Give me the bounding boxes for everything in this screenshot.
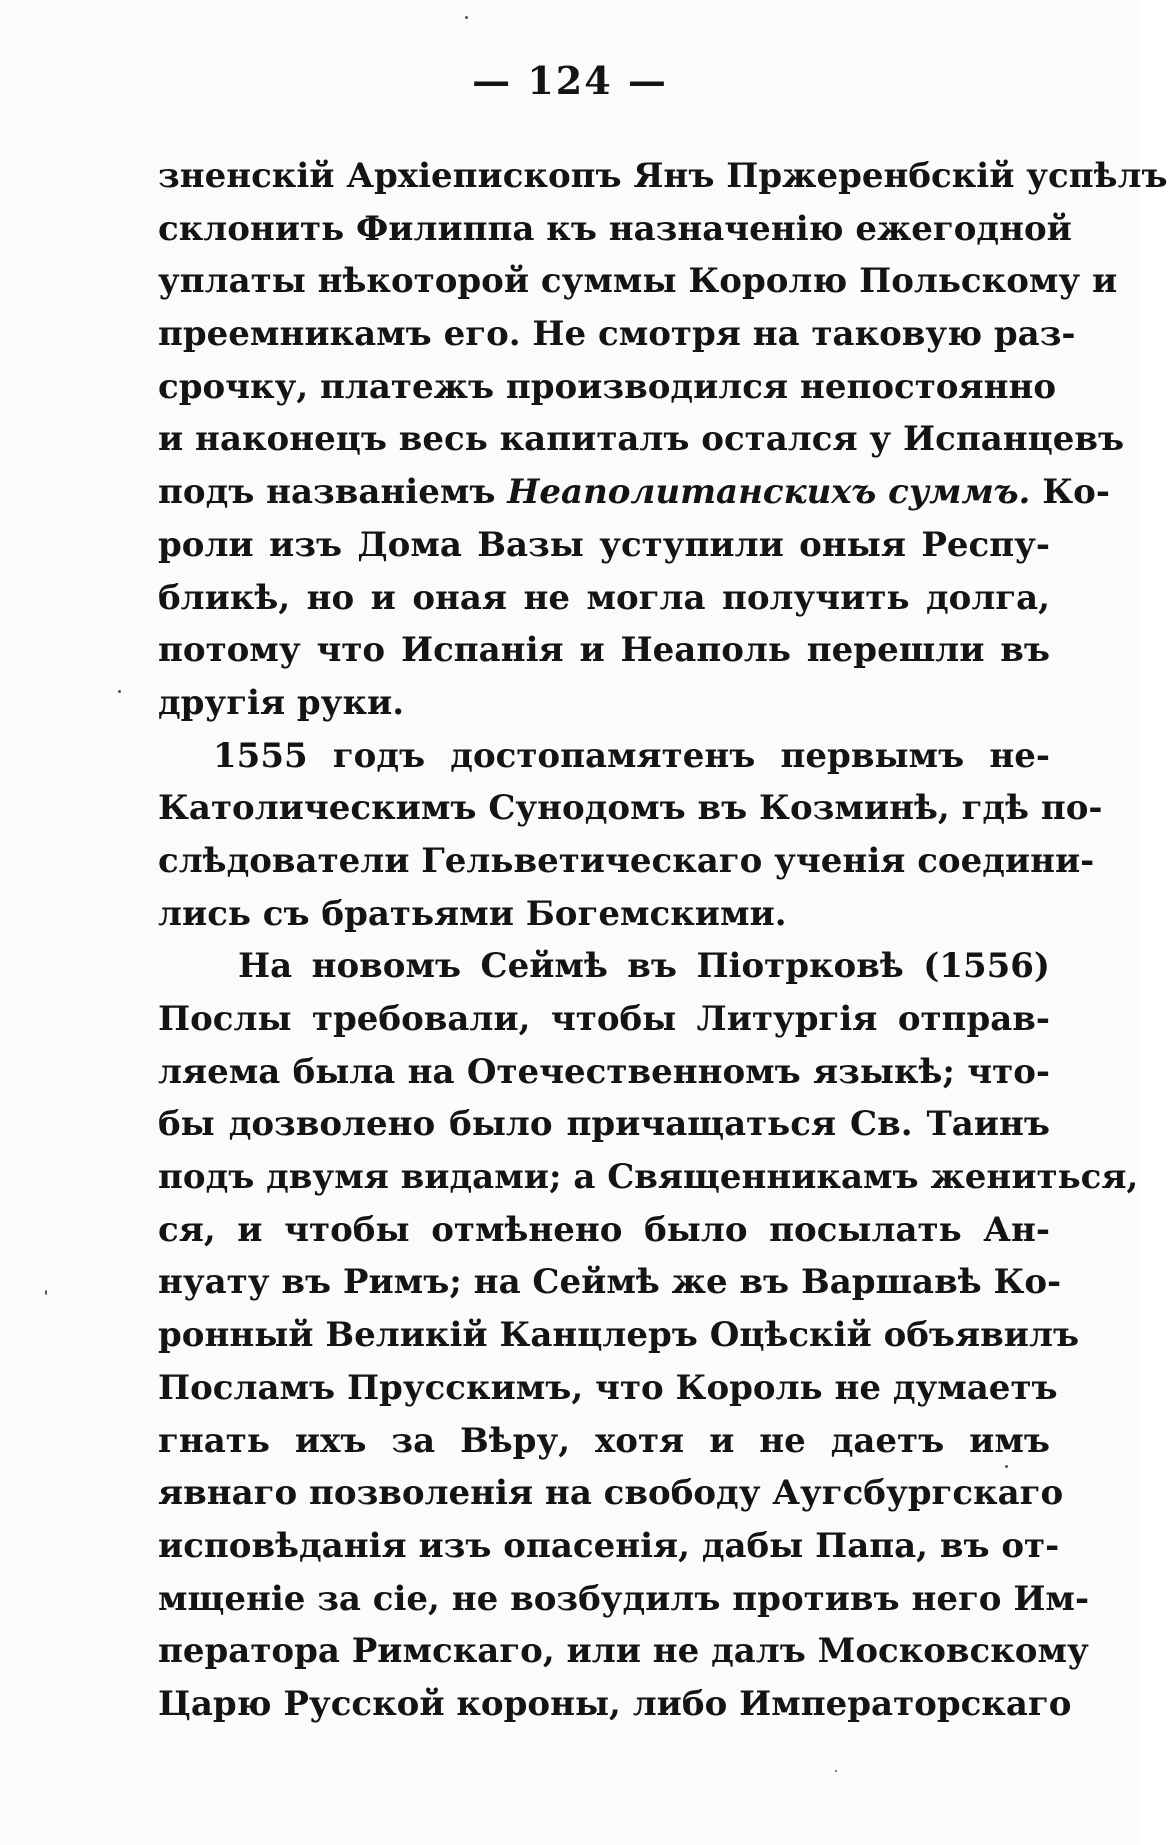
text-line: склонить Филиппа къ назначенію ежегодной xyxy=(158,208,1072,249)
text-line: потому что Испанія и Неаполь перешли въ xyxy=(158,630,1050,671)
text-line: На новомъ Сеймѣ въ Піотрковѣ (1556) xyxy=(238,946,1050,987)
scan-speck xyxy=(118,690,121,693)
text-line: мщеніе за сіе, не возбудилъ противъ него Им- xyxy=(158,1578,1090,1619)
scan-speck xyxy=(45,1290,47,1295)
text-line: зненскій Архіепископъ Янъ Пржеренбскій успѣлъ xyxy=(158,156,1168,196)
text-segment: подъ названіемъ xyxy=(158,472,508,513)
page-number: — 124 — xyxy=(472,58,668,103)
text-line: гнать ихъ за Вѣру, хотя и не даетъ имъ xyxy=(158,1420,1050,1461)
text-line: явнаго позволенія на свободу Аугсбургскаго xyxy=(158,1473,1064,1514)
body-text xyxy=(158,150,1168,1731)
text-line: бликѣ, но и оная не могла получить долга, xyxy=(158,577,1050,618)
text-line: ся, и чтобы отмѣнено было посылать Ан- xyxy=(158,1209,1050,1250)
text-line: ляема была на Отечественномъ языкѣ; что- xyxy=(158,1051,1050,1092)
text-line xyxy=(158,466,1110,519)
scan-speck xyxy=(1005,1465,1008,1468)
text-line: преемникамъ его. Не смотря на таковую раз- xyxy=(158,314,1076,355)
text-line: Царю Русской короны, либо Императорскаго xyxy=(158,1683,1072,1724)
text-line: Послы требовали, чтобы Литургія отправ- xyxy=(158,999,1050,1039)
text-line: бы дозволено было причащаться Св. Таинъ xyxy=(158,1104,1050,1145)
scan-speck xyxy=(465,16,468,19)
scan-speck xyxy=(835,1770,837,1772)
text-line: Католическимъ Сунодомъ въ Козминѣ, гдѣ по- xyxy=(158,788,1103,829)
text-line: уплаты нѣкоторой суммы Королю Польскому и xyxy=(158,261,1118,302)
text-line: подъ двумя видами; а Священникамъ жениться, xyxy=(158,1157,1139,1198)
text-line: лись съ братьями Богемскими. xyxy=(158,893,787,934)
text-line: срочку, платежъ производился непостоянно xyxy=(158,366,1057,407)
text-line: нуату въ Римъ; на Сеймѣ же въ Варшавѣ Ко- xyxy=(158,1262,1062,1303)
text-line: роли изъ Дома Вазы уступили оныя Респу- xyxy=(158,524,1050,565)
italic-term: Неаполитанскихъ суммъ. xyxy=(507,472,1031,513)
text-line: ронный Великій Канцлеръ Оцѣскій объявилъ xyxy=(158,1315,1080,1356)
text-line: Посламъ Прусскимъ, что Король не думаетъ xyxy=(158,1367,1058,1408)
text-line: 1555 годъ достопамятенъ первымъ не- xyxy=(213,735,1050,776)
text-line: и наконецъ весь капиталъ остался у Испанцевъ xyxy=(158,419,1125,460)
text-line: ператора Римскаго, или не далъ Московскому xyxy=(158,1631,1089,1672)
text-line: исповѣданія изъ опасенія, дабы Папа, въ от- xyxy=(158,1525,1060,1566)
text-line: другія руки. xyxy=(158,682,405,723)
text-line: слѣдователи Гельветическаго ученія соедини- xyxy=(158,840,1095,881)
text-segment: Ко- xyxy=(1030,472,1110,513)
